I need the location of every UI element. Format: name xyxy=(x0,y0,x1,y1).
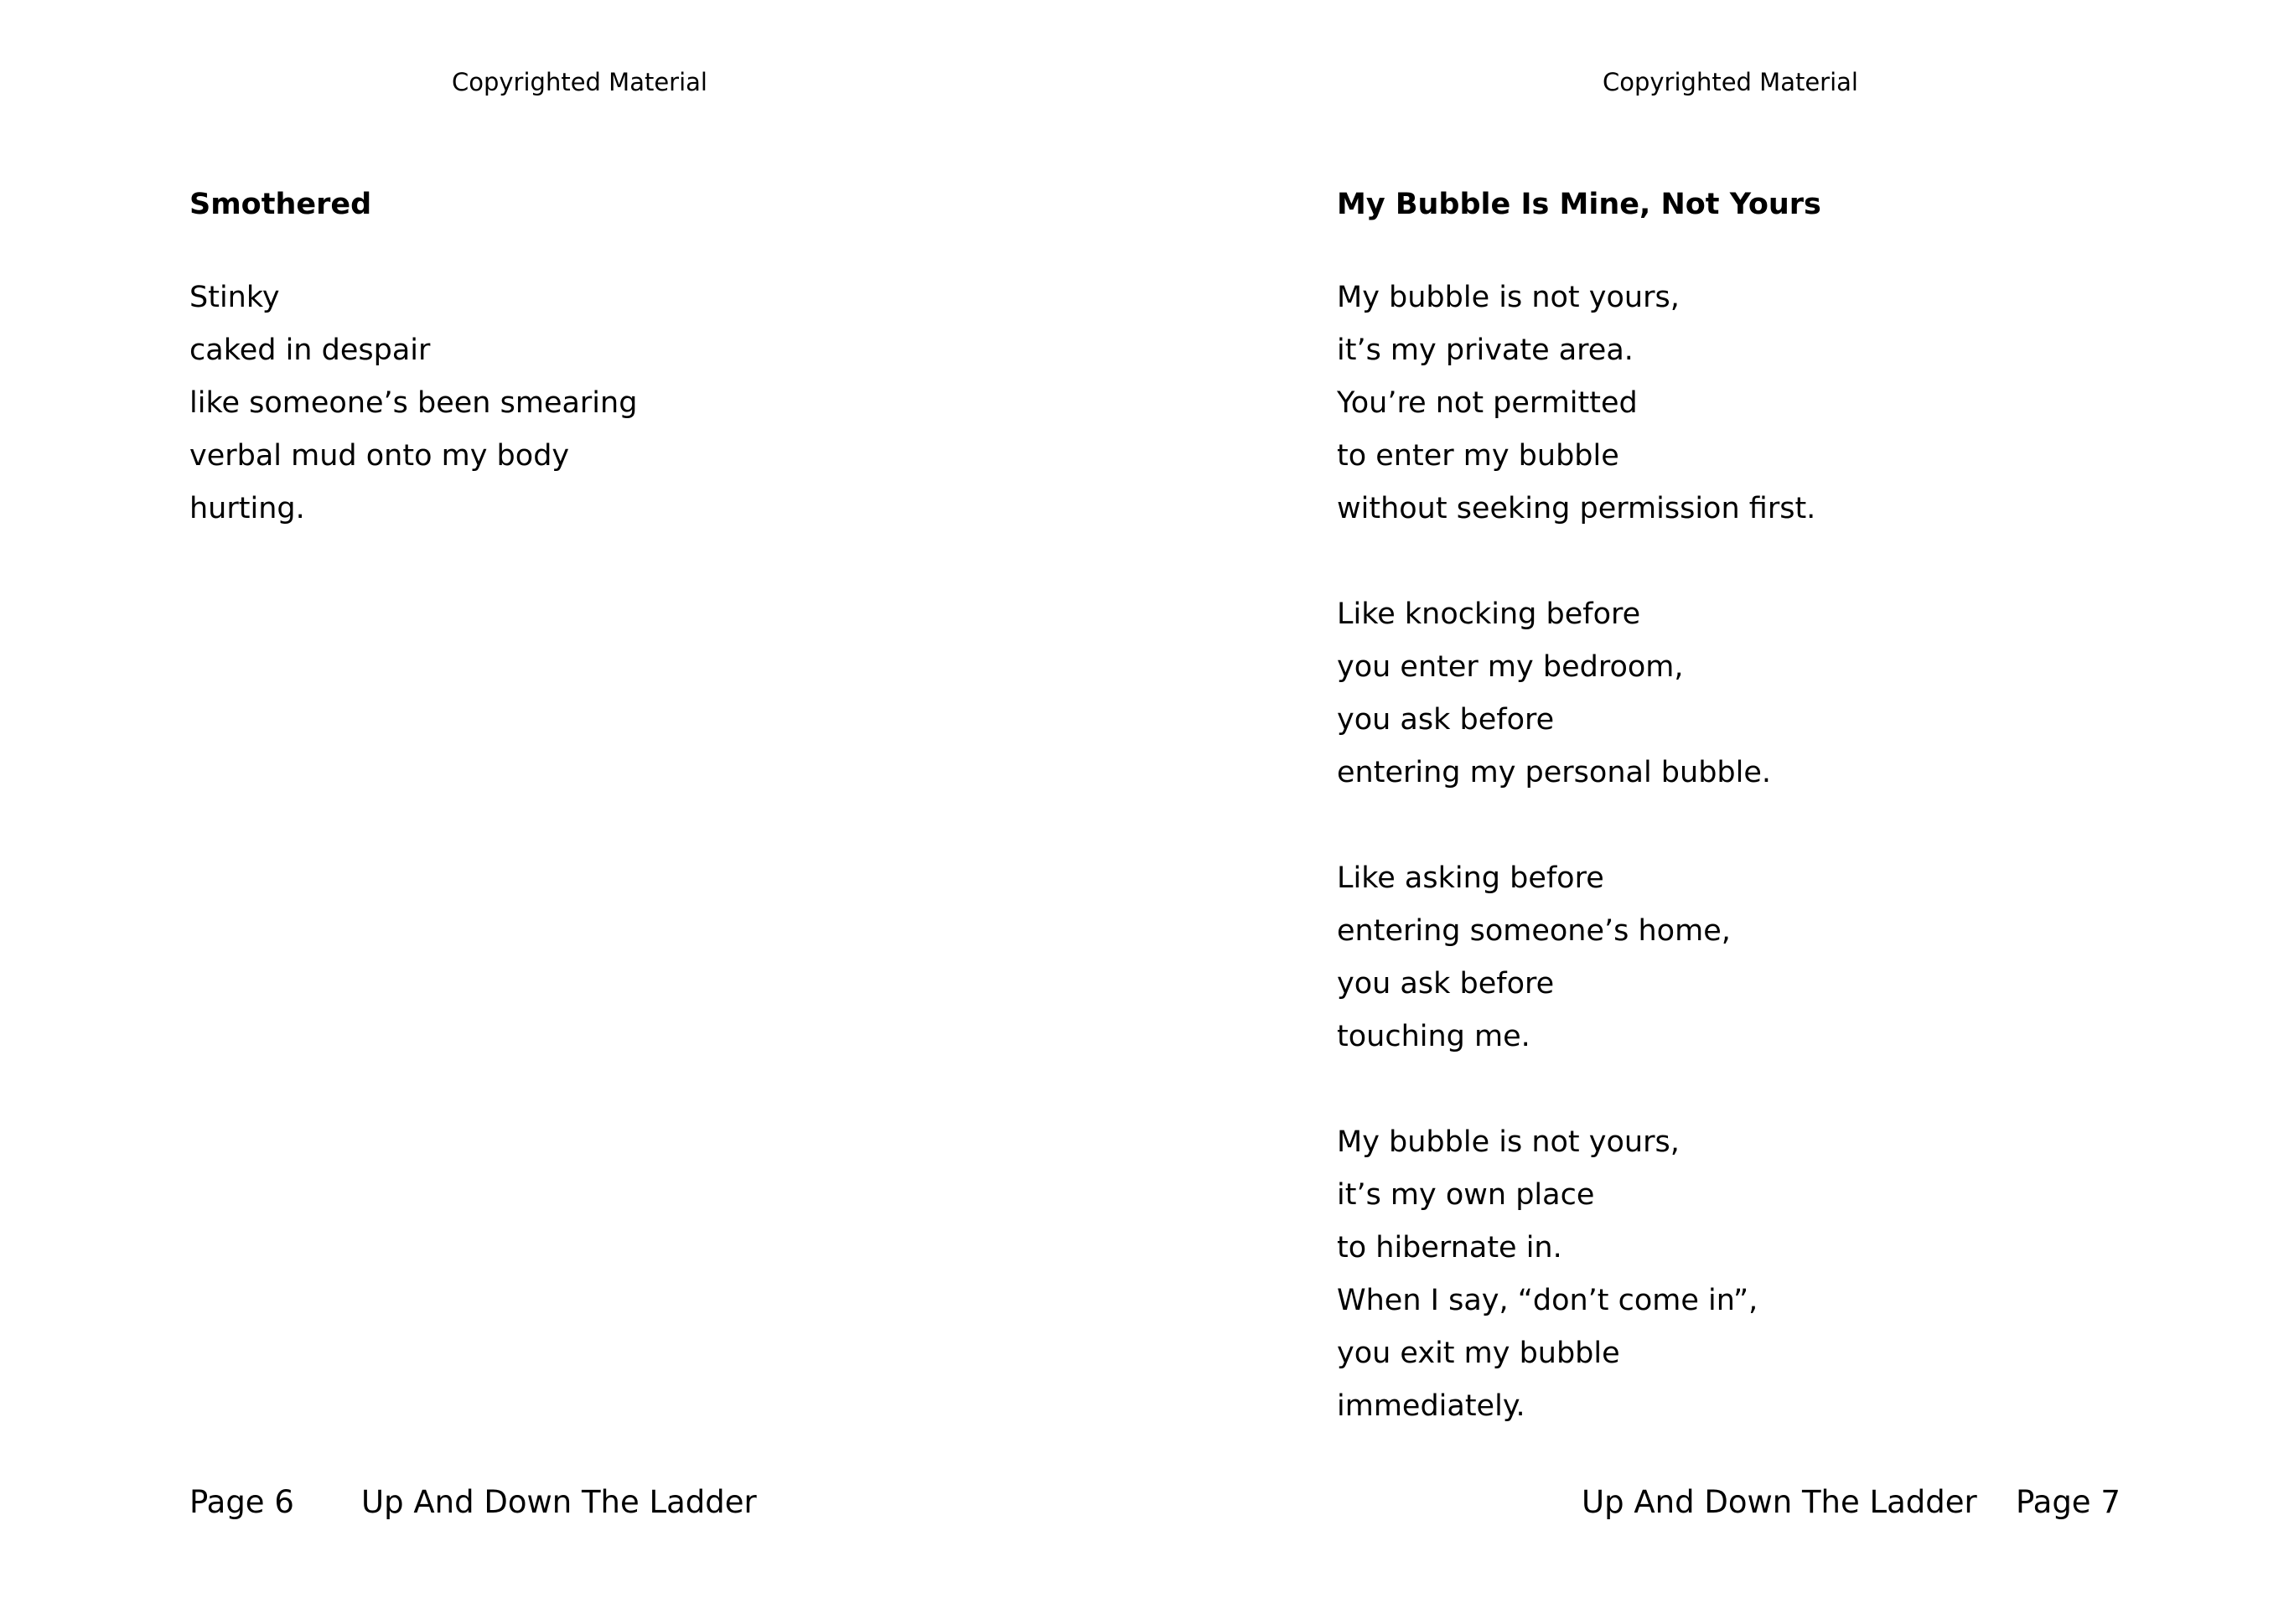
poem-line: you ask before xyxy=(1337,703,1555,737)
poem-line: to hibernate in. xyxy=(1337,1231,1562,1265)
stanza xyxy=(1337,272,1821,535)
poem-line: immediately. xyxy=(1337,1389,1525,1423)
poem-line: to enter my bubble xyxy=(1337,439,1619,473)
poem-line: touching me. xyxy=(1337,1020,1530,1053)
poem-line: My bubble is not yours, xyxy=(1337,1125,1680,1159)
poem-line: like someone’s been smearing xyxy=(189,386,638,420)
poem-line: Like asking before xyxy=(1337,861,1604,895)
poem-line: hurting. xyxy=(189,492,305,525)
poem-line: entering someone’s home, xyxy=(1337,914,1731,948)
book-title-footer: Up And Down The Ladder xyxy=(361,1484,757,1520)
poem-line: without seeking permission first. xyxy=(1337,492,1816,525)
book-title-footer: Up And Down The Ladder xyxy=(1582,1484,1977,1520)
stanza xyxy=(1337,1116,1821,1433)
poem-smothered xyxy=(189,183,637,535)
poem-line: caked in despair xyxy=(189,334,431,367)
poem-line: you exit my bubble xyxy=(1337,1337,1620,1370)
poem-line: My bubble is not yours, xyxy=(1337,281,1680,314)
poem-title: Smothered xyxy=(189,188,372,221)
stanza xyxy=(1337,588,1821,799)
page-number: Page 7 xyxy=(2016,1484,2121,1520)
poem-line: it’s my own place xyxy=(1337,1178,1595,1212)
poem-line: You’re not permitted xyxy=(1337,386,1638,420)
poem-line: Stinky xyxy=(189,281,280,314)
poem-line: When I say, “don’t come in”, xyxy=(1337,1284,1758,1317)
poem-my-bubble xyxy=(1337,183,1821,1433)
stanza xyxy=(1337,852,1821,1063)
poem-line: verbal mud onto my body xyxy=(189,439,570,473)
poem-line: it’s my private area. xyxy=(1337,334,1634,367)
poem-line: you ask before xyxy=(1337,967,1555,1001)
poem-line: Like knocking before xyxy=(1337,597,1641,631)
left-page xyxy=(0,0,1144,1624)
stanza xyxy=(189,272,637,535)
poem-title: My Bubble Is Mine, Not Yours xyxy=(1337,188,1821,221)
copyright-header: Copyrighted Material xyxy=(1603,68,1858,96)
copyright-header: Copyrighted Material xyxy=(452,68,707,96)
right-page xyxy=(1145,0,2289,1624)
poem-line: you enter my bedroom, xyxy=(1337,650,1684,684)
poem-line: entering my personal bubble. xyxy=(1337,756,1772,789)
page-number: Page 6 xyxy=(189,1484,294,1520)
